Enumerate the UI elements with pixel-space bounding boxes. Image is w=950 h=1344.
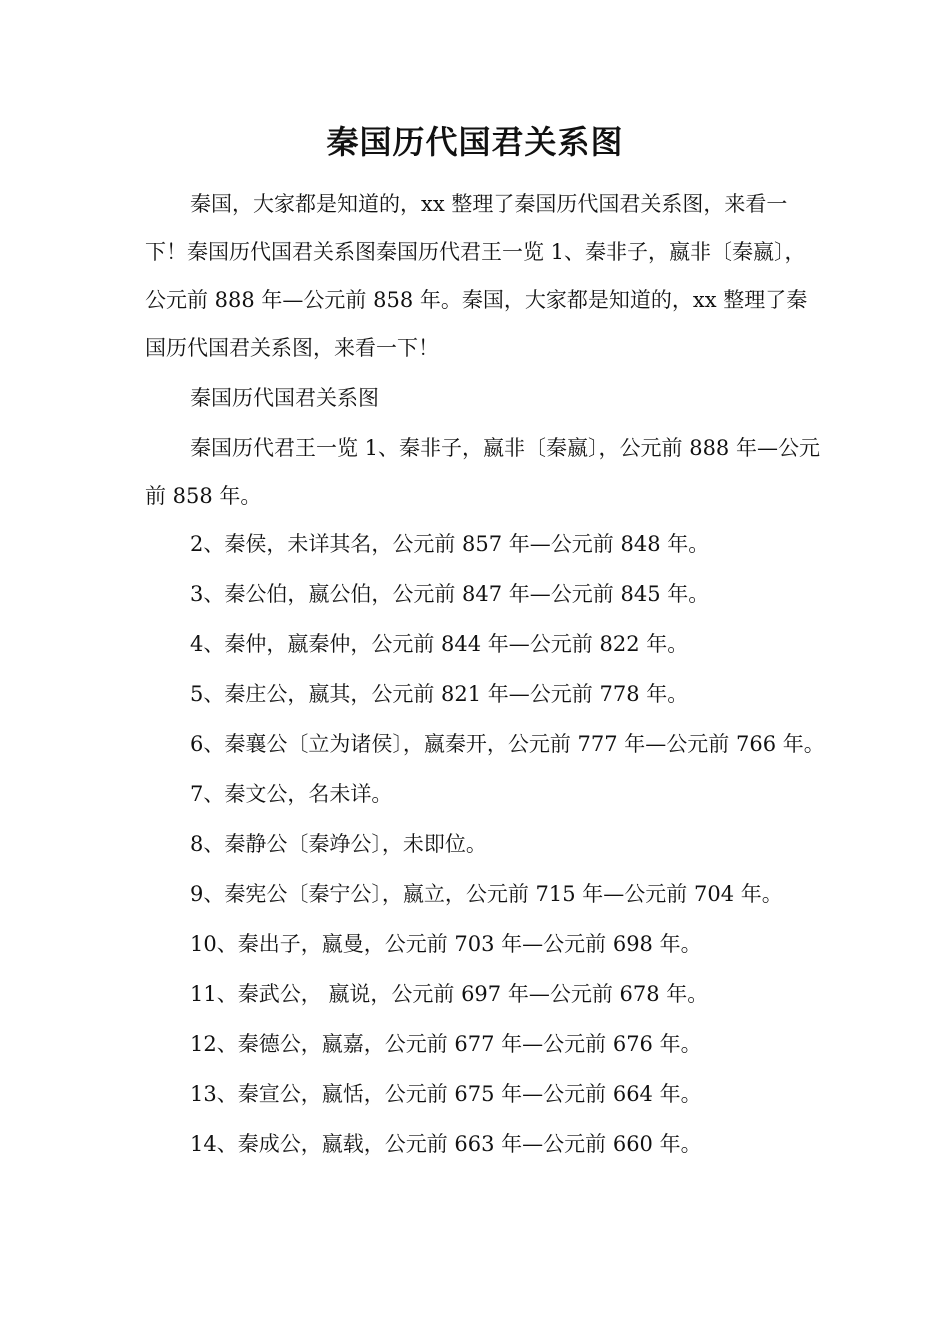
list-item: 6、秦襄公〔立为诸侯〕，嬴秦开，公元前 777 年—公元前 766 年。: [190, 732, 825, 756]
list-item: 12、秦德公，嬴嘉，公元前 677 年—公元前 676 年。: [190, 1032, 702, 1056]
intro-paragraph: 秦国，大家都是知道的，xx 整理了秦国历代国君关系图，来看一下！秦国历代国君关系图秦国历代君王一览 1、秦非子，嬴非〔秦嬴〕，公元前 888 年—公元前 858 年。秦国，大家都是知道的，xx 整理了秦国历代国君关系图，来看一下！: [145, 192, 808, 360]
list-item: 2、秦侯，未详其名，公元前 857 年—公元前 848 年。: [190, 532, 710, 556]
list-item: 9、秦宪公〔秦宁公〕，嬴立，公元前 715 年—公元前 704 年。: [190, 882, 783, 906]
list-item: 3、秦公伯，嬴公伯，公元前 847 年—公元前 845 年。: [190, 582, 710, 606]
document-title: 秦国历代国君关系图: [326, 123, 624, 161]
list-item: 14、秦成公，嬴载，公元前 663 年—公元前 660 年。: [190, 1132, 702, 1156]
list-item: 4、秦仲，嬴秦仲，公元前 844 年—公元前 822 年。: [190, 632, 689, 656]
list-item: 5、秦庄公，嬴其，公元前 821 年—公元前 778 年。: [190, 682, 689, 706]
list-item: 13、秦宣公，嬴恬，公元前 675 年—公元前 664 年。: [190, 1082, 702, 1106]
document-body: [145, 180, 825, 1170]
subheading-paragraph: 秦国历代国君关系图: [190, 386, 379, 410]
list-item: 11、秦武公， 嬴说，公元前 697 年—公元前 678 年。: [190, 982, 709, 1006]
list-intro-paragraph: 秦国历代君王一览 1、秦非子，嬴非〔秦嬴〕，公元前 888 年—公元前 858 年。: [145, 436, 820, 508]
list-item: 8、秦静公〔秦竫公〕，未即位。: [190, 832, 487, 856]
list-item: 7、秦文公，名未详。: [190, 782, 393, 806]
list-item: 10、秦出子，嬴曼，公元前 703 年—公元前 698 年。: [190, 932, 702, 956]
